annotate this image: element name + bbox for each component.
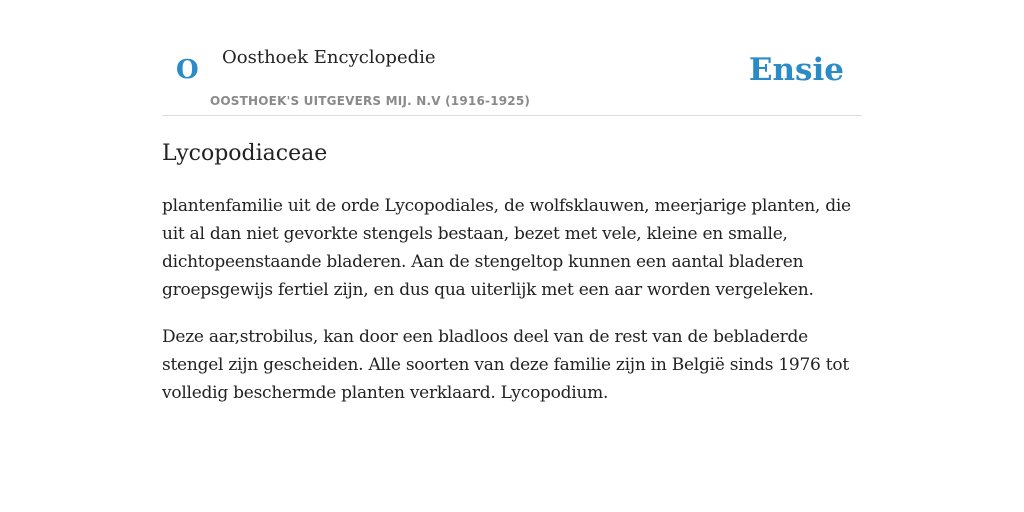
article-body: [162, 138, 862, 407]
ensie-brand-logo[interactable]: Ensie: [748, 52, 844, 88]
source-header: [162, 40, 862, 116]
article-paragraph: Deze aar,strobilus, kan door een bladloos deel van de rest van de bebladerde stengel zijn gescheiden. Alle soorten van deze familie zijn in België sinds 1976 tot volledig beschermde planten verklaard. Lycopodium.: [162, 327, 849, 403]
article-paragraph: plantenfamilie uit de orde Lycopodiales, de wolfsklauwen, meerjarige planten, die uit al dan niet gevorkte stengels bestaan, bezet met vele, kleine en smalle, dichtopeenstaande bladeren. Aan de stengeltop kunnen een aantal bladeren groepsgewijs fertiel zijn, en dus qua uiterlijk met een aar worden vergeleken.: [162, 196, 851, 300]
source-logo[interactable]: O: [176, 55, 199, 85]
article-title: Lycopodiaceae: [162, 141, 328, 166]
source-title-link[interactable]: Oosthoek Encyclopedie: [222, 47, 436, 68]
source-publisher: OOSTHOEK'S UITGEVERS MIJ. N.V (1916-1925): [210, 94, 531, 108]
